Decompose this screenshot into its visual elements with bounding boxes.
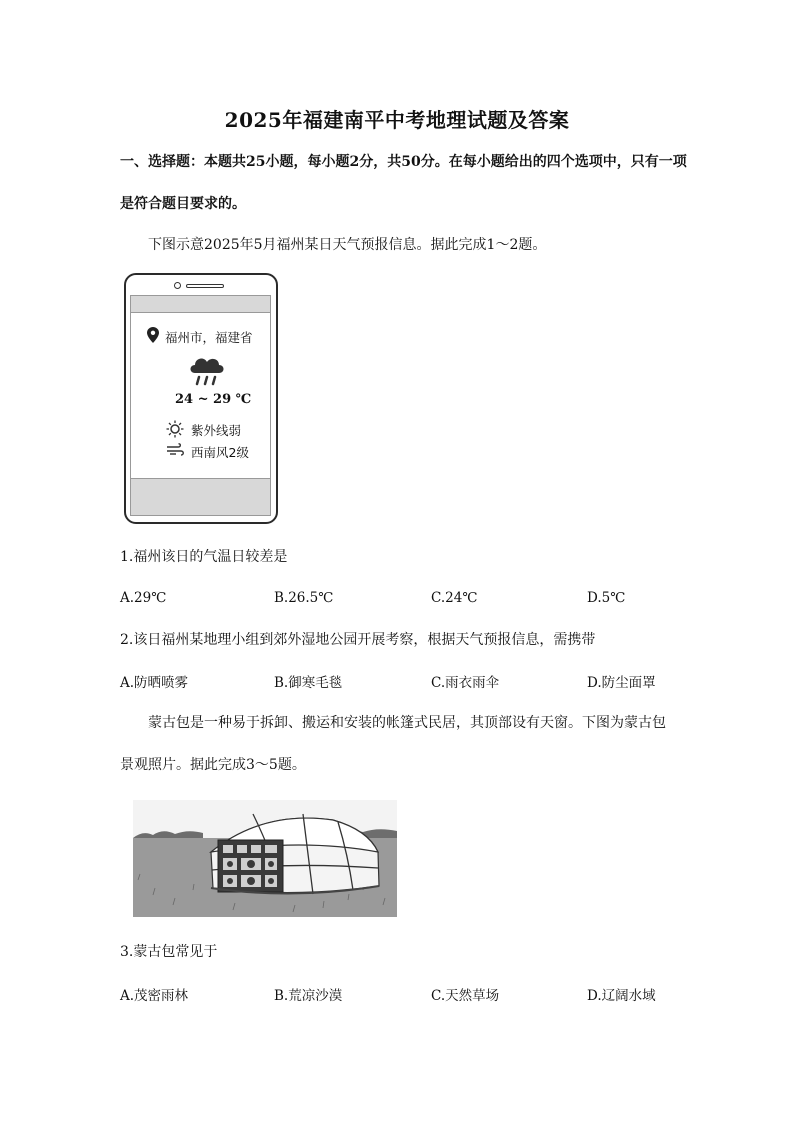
yurt-photo [133, 800, 397, 917]
question-2-stem: 2.该日福州某地理小组到郊外湿地公园开展考察，根据天气预报信息，需携带 [120, 632, 596, 648]
question-2-option-a: A.防晒喷雾 [120, 675, 189, 691]
weather-location: 福州市，福建省 [165, 330, 253, 345]
page-title: 2025年福建南平中考地理试题及答案 [224, 108, 570, 132]
wind-level: 西南风2级 [191, 445, 249, 460]
section-heading-line1: 一、选择题：本题共25小题，每小题2分，共50分。在每小题给出的四个选项中，只有一项 [120, 154, 687, 170]
sun-icon [166, 420, 184, 438]
question-3-option-b: B.荒凉沙漠 [274, 988, 343, 1004]
intro-paragraph-2-line2: 景观照片。据此完成3～5题。 [120, 757, 306, 773]
wind-icon [166, 443, 184, 457]
question-1-option-b: B.26.5℃ [274, 590, 334, 606]
question-1-stem: 1.福州该日的气温日较差是 [120, 549, 288, 565]
phone-status-bar [130, 295, 271, 313]
question-1-option-c: C.24℃ [431, 590, 478, 606]
phone-weather-figure [124, 273, 278, 524]
question-2-option-d: D.防尘面罩 [587, 675, 656, 691]
question-3-option-d: D.辽阔水域 [587, 988, 656, 1004]
phone-speaker [186, 284, 224, 288]
temperature-range: 24 ~ 29 ℃ [175, 392, 252, 407]
question-3-stem: 3.蒙古包常见于 [120, 944, 218, 960]
phone-screen [130, 313, 271, 478]
question-2-option-c: C.雨衣雨伞 [431, 675, 500, 691]
question-1-option-a: A.29℃ [120, 590, 167, 606]
question-1-option-d: D.5℃ [587, 590, 626, 606]
intro-paragraph-1: 下图示意2025年5月福州某日天气预报信息。据此完成1～2题。 [148, 237, 547, 253]
question-3-option-c: C.天然草场 [431, 988, 500, 1004]
location-pin-icon [147, 327, 159, 343]
camera-dot [174, 282, 181, 289]
question-2-option-b: B.御寒毛毯 [274, 675, 343, 691]
rain-cloud-icon [187, 353, 227, 387]
phone-bottom-bar [130, 478, 271, 516]
intro-paragraph-2-line1: 蒙古包是一种易于拆卸、搬运和安装的帐篷式民居，其顶部设有天窗。下图为蒙古包 [148, 715, 666, 731]
section-heading-line2: 是符合题目要求的。 [120, 196, 246, 212]
uv-index: 紫外线弱 [191, 423, 242, 438]
question-3-option-a: A.茂密雨林 [120, 988, 189, 1004]
